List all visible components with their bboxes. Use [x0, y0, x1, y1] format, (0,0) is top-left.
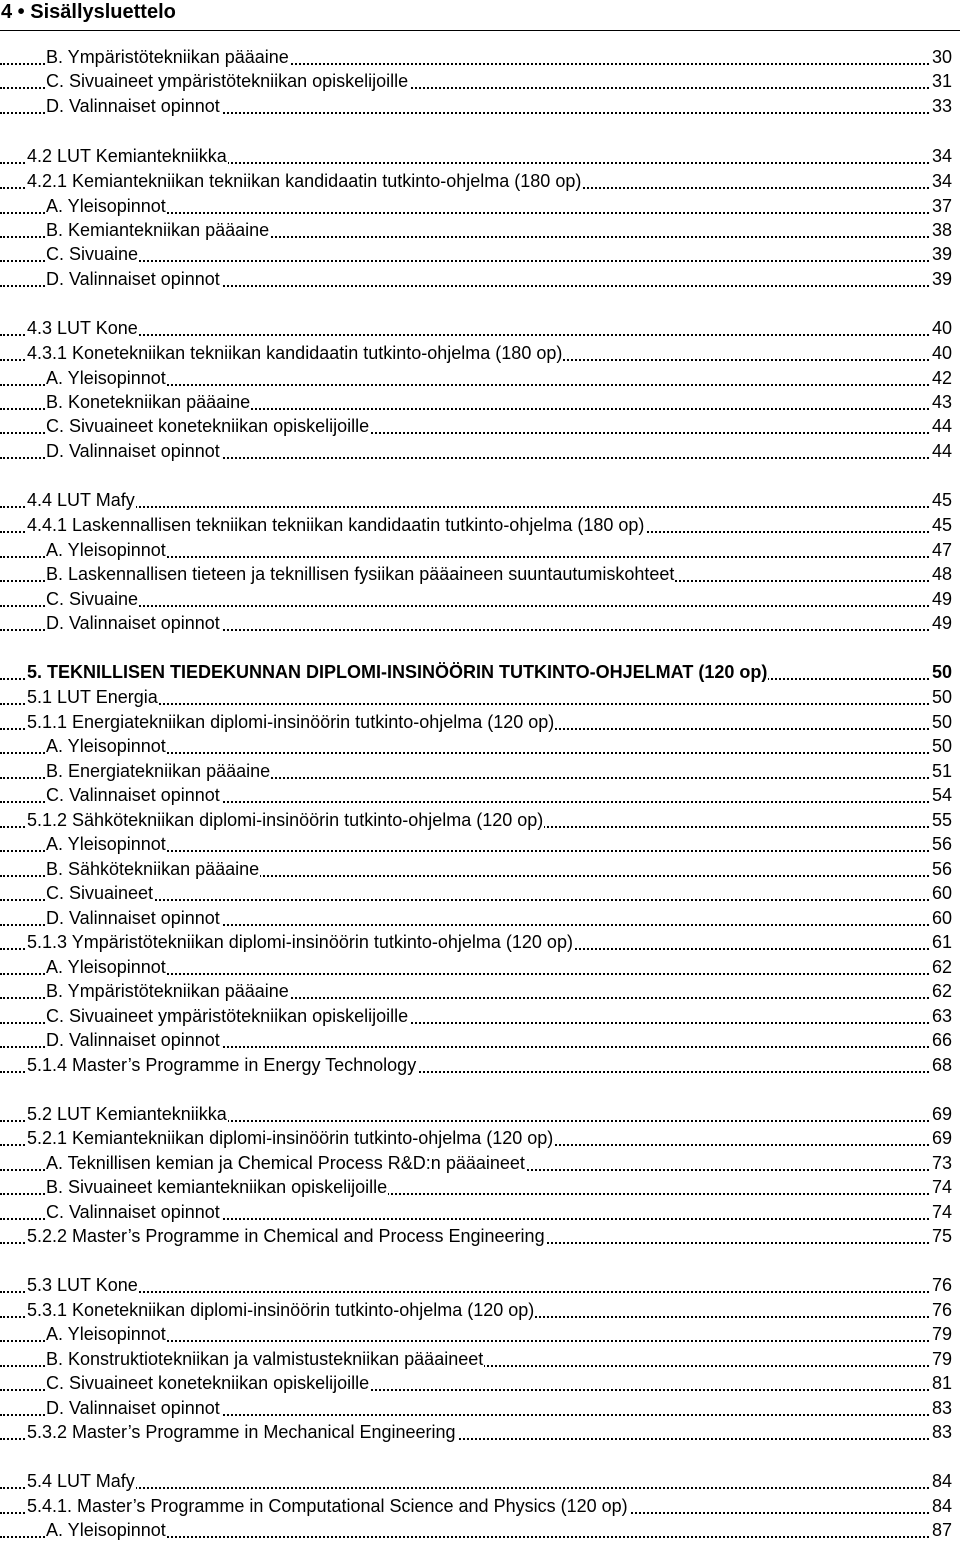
toc-entry-label: A. Yleisopinnot: [46, 736, 166, 756]
toc-entry-page: 54: [931, 785, 952, 805]
toc-entry[interactable]: [0, 414, 952, 438]
toc-entry-label: D. Valinnaiset opinnot: [46, 1030, 220, 1050]
toc-entry[interactable]: [0, 710, 952, 734]
toc-entry-label: B. Ympäristötekniikan pääaine: [46, 981, 289, 1001]
toc-entry[interactable]: [0, 1053, 952, 1077]
dot-leader: [0, 1487, 952, 1489]
toc-entry-page: 40: [931, 343, 952, 363]
toc-entry-label: 5.1.4 Master’s Programme in Energy Technology: [27, 1055, 417, 1075]
toc-entry-page: 74: [931, 1177, 952, 1197]
toc-entry-label: 5.3 LUT Kone: [27, 1275, 138, 1295]
toc-entry[interactable]: [0, 1028, 952, 1052]
toc-entry-page: 84: [931, 1496, 952, 1516]
toc-entry[interactable]: [0, 587, 952, 611]
toc-entry[interactable]: [0, 1273, 952, 1297]
toc-entry-page: 69: [931, 1104, 952, 1124]
toc-entry-page: 75: [931, 1226, 952, 1246]
toc-entry-page: 69: [931, 1128, 952, 1148]
toc-entry[interactable]: [0, 144, 952, 168]
toc-entry-label: 5.1 LUT Energia: [27, 687, 158, 707]
toc-entry-page: 74: [931, 1202, 952, 1222]
toc-entry-page: 87: [931, 1520, 952, 1540]
toc-entry[interactable]: [0, 1224, 952, 1248]
toc-entry-page: 56: [931, 834, 952, 854]
toc-entry-page: 34: [931, 146, 952, 166]
toc-entry-page: 50: [931, 687, 952, 707]
dot-leader: [0, 506, 952, 508]
dot-leader: [0, 1291, 952, 1293]
toc-entry-label: B. Konetekniikan pääaine: [46, 392, 251, 412]
toc-entry-label: C. Sivuaine: [46, 589, 139, 609]
toc-entry[interactable]: [0, 488, 952, 512]
toc-entry[interactable]: [0, 1004, 952, 1028]
toc-entry-page: 39: [931, 244, 952, 264]
toc-entry-page: 76: [931, 1300, 952, 1320]
toc-entry-page: 60: [931, 883, 952, 903]
toc-entry-label: D. Valinnaiset opinnot: [46, 1398, 220, 1418]
toc-entry-label: 4.2 LUT Kemiantekniikka: [27, 146, 227, 166]
toc-entry-label: B. Laskennallisen tieteen ja teknillisen fysiikan pääaineen suuntautumiskohteet: [46, 564, 675, 584]
toc-entry-page: 68: [931, 1055, 952, 1075]
toc-entry-page: 42: [931, 368, 952, 388]
toc-entry-label: C. Sivuaineet: [46, 883, 154, 903]
toc-entry-label: C. Valinnaiset opinnot: [46, 1202, 220, 1222]
toc-entry-page: 38: [931, 220, 952, 240]
toc-entry-label: 4.4.1 Laskennallisen tekniikan tekniikan kandidaatin tutkinto-ohjelma (180 op): [27, 515, 645, 535]
toc-entry-label: 4.4 LUT Mafy: [27, 490, 135, 510]
toc-entry[interactable]: [0, 685, 952, 709]
toc-entry-page: 84: [931, 1471, 952, 1491]
toc-entry[interactable]: [0, 439, 952, 463]
toc-entry[interactable]: [0, 94, 952, 118]
toc-entry[interactable]: [0, 390, 952, 414]
toc-entry-label: 5.4 LUT Mafy: [27, 1471, 135, 1491]
toc-entry-page: 79: [931, 1324, 952, 1344]
toc-entry-label: 5.2 LUT Kemiantekniikka: [27, 1104, 227, 1124]
toc-entry-page: 66: [931, 1030, 952, 1050]
toc-entry-page: 43: [931, 392, 952, 412]
toc-entry-label: A. Yleisopinnot: [46, 957, 166, 977]
toc-entry[interactable]: [0, 513, 952, 537]
toc-entry-page: 37: [931, 196, 952, 216]
toc-entry-label: B. Sähkötekniikan pääaine: [46, 859, 260, 879]
toc-entry[interactable]: [0, 1175, 952, 1199]
toc-entry-label: 5. TEKNILLISEN TIEDEKUNNAN DIPLOMI-INSINÖÖRIN TUTKINTO-OHJELMAT (120 op): [27, 662, 768, 682]
toc-entry[interactable]: [0, 1298, 952, 1322]
toc-entry[interactable]: [0, 1347, 952, 1371]
toc-entry[interactable]: [0, 1126, 952, 1150]
toc-entry-label: B. Kemiantekniikan pääaine: [46, 220, 270, 240]
toc-entry-label: A. Yleisopinnot: [46, 1324, 166, 1344]
toc-entry[interactable]: [0, 45, 952, 69]
toc-entry-page: 56: [931, 859, 952, 879]
toc-entry-label: A. Yleisopinnot: [46, 834, 166, 854]
toc-entry-label: B. Energiatekniikan pääaine: [46, 761, 271, 781]
toc-entry-label: 4.3 LUT Kone: [27, 318, 138, 338]
toc-entry-page: 76: [931, 1275, 952, 1295]
toc-entry-page: 55: [931, 810, 952, 830]
toc-entry-page: 48: [931, 564, 952, 584]
page-header: [0, 0, 960, 31]
toc-entry-page: 63: [931, 1006, 952, 1026]
dot-leader: [0, 260, 952, 262]
toc-entry-label: C. Sivuaineet konetekniikan opiskelijoille: [46, 416, 370, 436]
toc-entry[interactable]: [0, 611, 952, 635]
toc-entry-page: 62: [931, 957, 952, 977]
toc-entry[interactable]: [0, 783, 952, 807]
dot-leader: [0, 605, 952, 607]
toc-entry-label: 4.3.1 Konetekniikan tekniikan kandidaatin tutkinto-ohjelma (180 op): [27, 343, 563, 363]
page-title: 4 • Sisällysluettelo: [1, 1, 176, 23]
toc-entry[interactable]: [0, 366, 952, 390]
toc-entry-label: 5.3.1 Konetekniikan diplomi-insinöörin tutkinto-ohjelma (120 op): [27, 1300, 535, 1320]
toc-entry-page: 83: [931, 1398, 952, 1418]
toc-entry-page: 73: [931, 1153, 952, 1173]
toc-entry-page: 31: [931, 71, 952, 91]
toc-entry[interactable]: [0, 1420, 952, 1444]
toc-entry[interactable]: [0, 1151, 952, 1175]
toc-entry[interactable]: [0, 832, 952, 856]
toc-entry-label: A. Yleisopinnot: [46, 368, 166, 388]
toc-entry-label: 5.1.3 Ympäristötekniikan diplomi-insinöörin tutkinto-ohjelma (120 op): [27, 932, 573, 952]
toc-entry[interactable]: [0, 930, 952, 954]
toc-entry-label: 5.3.2 Master’s Programme in Mechanical Engineering: [27, 1422, 456, 1442]
toc-entry[interactable]: [0, 1469, 952, 1493]
toc-entry-page: 45: [931, 515, 952, 535]
toc-entry[interactable]: [0, 341, 952, 365]
toc-entry[interactable]: [0, 1200, 952, 1224]
toc-entry[interactable]: [0, 759, 952, 783]
toc-entry-page: 44: [931, 441, 952, 461]
toc-entry[interactable]: [0, 218, 952, 242]
toc-entry-label: B. Sivuaineet kemiantekniikan opiskelijoille: [46, 1177, 388, 1197]
toc-entry-page: 79: [931, 1349, 952, 1369]
toc-entry-label: D. Valinnaiset opinnot: [46, 613, 220, 633]
toc-entry[interactable]: [0, 69, 952, 93]
toc-entry-page: 44: [931, 416, 952, 436]
toc-entry-page: 50: [931, 736, 952, 756]
toc-entry[interactable]: [0, 881, 952, 905]
toc-entry-page: 81: [931, 1373, 952, 1393]
toc-entry-label: B. Konstruktiotekniikan ja valmistustekniikan pääaineet: [46, 1349, 484, 1369]
toc-entry[interactable]: [0, 562, 952, 586]
toc-entry-label: A. Teknillisen kemian ja Chemical Process R&D:n pääaineet: [46, 1153, 525, 1173]
toc-entry[interactable]: [0, 267, 952, 291]
toc-entry-page: 61: [931, 932, 952, 952]
toc-entry[interactable]: [0, 1396, 952, 1420]
toc-entry-page: 51: [931, 761, 952, 781]
toc-entry-label: D. Valinnaiset opinnot: [46, 441, 220, 461]
toc-entry[interactable]: [0, 242, 952, 266]
toc-entry-label: C. Valinnaiset opinnot: [46, 785, 220, 805]
toc-entry-page: 62: [931, 981, 952, 1001]
toc-entry-label: C. Sivuaineet konetekniikan opiskelijoille: [46, 1373, 370, 1393]
toc-entry-label: C. Sivuaineet ympäristötekniikan opiskelijoille: [46, 71, 409, 91]
toc-entry-label: A. Yleisopinnot: [46, 540, 166, 560]
toc-entry-page: 50: [931, 712, 952, 732]
toc-entry-label: 5.4.1. Master’s Programme in Computational Science and Physics (120 op): [27, 1496, 628, 1516]
dot-leader: [0, 334, 952, 336]
toc-entry-label: 5.2.1 Kemiantekniikan diplomi-insinöörin tutkinto-ohjelma (120 op): [27, 1128, 554, 1148]
toc-entry-page: 39: [931, 269, 952, 289]
toc-entry-label: 5.2.2 Master’s Programme in Chemical and Process Engineering: [27, 1226, 545, 1246]
toc-entry-label: B. Ympäristötekniikan pääaine: [46, 47, 289, 67]
toc-entry-label: A. Yleisopinnot: [46, 196, 166, 216]
toc-entry-page: 45: [931, 490, 952, 510]
toc-entry-page: 47: [931, 540, 952, 560]
toc-entry[interactable]: [0, 538, 952, 562]
toc-entry-label: D. Valinnaiset opinnot: [46, 908, 220, 928]
toc-entry-label: D. Valinnaiset opinnot: [46, 96, 220, 116]
toc-entry-page: 60: [931, 908, 952, 928]
toc-entry-label: 5.1.2 Sähkötekniikan diplomi-insinöörin tutkinto-ohjelma (120 op): [27, 810, 544, 830]
toc-entry-page: 34: [931, 171, 952, 191]
toc-entry-label: D. Valinnaiset opinnot: [46, 269, 220, 289]
toc-entry-page: 50: [931, 662, 952, 682]
toc-entry-page: 49: [931, 589, 952, 609]
toc-entry-label: 5.1.1 Energiatekniikan diplomi-insinöörin tutkinto-ohjelma (120 op): [27, 712, 555, 732]
toc-entry-label: 4.2.1 Kemiantekniikan tekniikan kandidaatin tutkinto-ohjelma (180 op): [27, 171, 582, 191]
toc-entry[interactable]: [0, 316, 952, 340]
toc-entry[interactable]: [0, 1494, 952, 1518]
toc-entry[interactable]: [0, 734, 952, 758]
toc-entry-page: 30: [931, 47, 952, 67]
toc-entry[interactable]: [0, 1102, 952, 1126]
toc-entry[interactable]: [0, 955, 952, 979]
toc-entry-page: 49: [931, 613, 952, 633]
toc-entry[interactable]: [0, 1518, 952, 1542]
toc-entry[interactable]: [0, 857, 952, 881]
toc-entry[interactable]: [0, 169, 952, 193]
toc-entry[interactable]: [0, 808, 952, 832]
toc-entry-label: C. Sivuaineet ympäristötekniikan opiskelijoille: [46, 1006, 409, 1026]
toc-entry-page: 83: [931, 1422, 952, 1442]
toc-entry-label: A. Yleisopinnot: [46, 1520, 166, 1540]
toc-entry[interactable]: [0, 1322, 952, 1346]
toc-entry-page: 40: [931, 318, 952, 338]
toc-entry[interactable]: [0, 660, 952, 684]
toc-entry[interactable]: [0, 906, 952, 930]
toc-entry[interactable]: [0, 979, 952, 1003]
toc-entry[interactable]: [0, 1371, 952, 1395]
toc-entry-label: C. Sivuaine: [46, 244, 139, 264]
toc-entry-page: 33: [931, 96, 952, 116]
toc-entry[interactable]: [0, 194, 952, 218]
